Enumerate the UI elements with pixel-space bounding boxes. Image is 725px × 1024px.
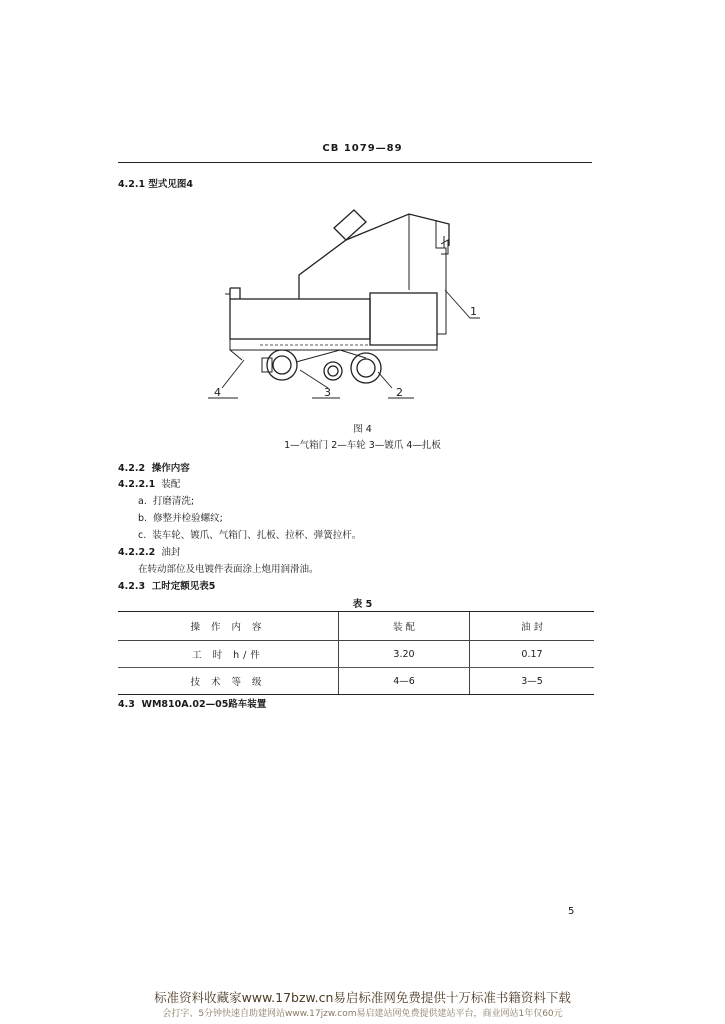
section-title: 操作内容: [151, 463, 190, 474]
page-header: CB 1079—89: [322, 143, 403, 154]
table-cell: 工 时 h/件: [118, 641, 339, 668]
figure-legend: 1—气箱门 2—车轮 3—镀爪 4—扎板: [284, 440, 441, 451]
section-number: 4.2.3: [118, 581, 146, 592]
table-cell: 3.20: [339, 641, 470, 668]
wheel-left: [262, 350, 297, 380]
watermark-line-1: 标准资料收藏家www.17bzw.cn易启标准网免费提供十万标准书籍资料下载: [154, 990, 571, 1005]
section-title: 油封: [161, 547, 181, 558]
table-5: [118, 611, 594, 695]
cart-upper-body: [299, 214, 449, 299]
table-header-cell: 油 封: [470, 612, 595, 641]
table-cell: 0.17: [470, 641, 595, 668]
list-text: 装车轮、镀爪、气箱门、扎板、拉杯、弹簧拉杆。: [152, 530, 362, 541]
table-title: 表 5: [352, 599, 373, 610]
callout-1: 1: [470, 305, 477, 318]
leader-line-4: [222, 360, 244, 388]
figure-4-cart-drawing: [200, 200, 480, 405]
list-text: 修整并检验螺纹;: [153, 513, 223, 524]
list-marker: b.: [138, 513, 148, 524]
header-rule: [118, 162, 592, 163]
list-text: 打磨清洗;: [152, 496, 195, 507]
section-title: WM810A.02—05路车装置: [141, 699, 267, 710]
cart-rear-box: [370, 293, 437, 345]
table-header-cell: 操 作 内 容: [118, 612, 339, 641]
table-cell: 4—6: [339, 668, 470, 695]
wheel-center: [324, 362, 342, 380]
leader-line-2: [378, 372, 392, 388]
oil-seal-text: 在转动部位及电镀件表面涂上炮用润滑油。: [138, 564, 319, 575]
figure-caption: 图 4: [353, 424, 372, 435]
section-number: 4.3: [118, 699, 135, 710]
section-4-2-2-1: [118, 476, 180, 490]
list-marker: a.: [138, 496, 147, 507]
section-number: 4.2.2: [118, 463, 146, 474]
section-4-2-3: [118, 578, 215, 592]
table-cell: 3—5: [470, 668, 595, 695]
table-row: [118, 641, 594, 668]
list-item-b: [138, 510, 223, 524]
watermark-line-2: 会打字、5分钟快速自助建网站www.17jzw.com易启建站网免费提供建站平台，商业网站1年仅60元: [162, 1009, 563, 1019]
section-4-2-2-2: [118, 544, 180, 558]
list-item-a: [138, 493, 194, 507]
table-cell: 技 术 等 级: [118, 668, 339, 695]
callout-4: 4: [214, 386, 221, 399]
section-4-2-2: [118, 460, 190, 474]
cart-handle-block: [334, 210, 366, 240]
callout-3: 3: [324, 386, 331, 399]
section-title: 工时定额见表5: [151, 581, 216, 592]
table-header-row: [118, 612, 594, 641]
section-4-3: [118, 696, 266, 710]
table-row: [118, 668, 594, 695]
section-title: 装配: [161, 479, 181, 490]
list-item-c: [138, 527, 361, 541]
table-header-cell: 装 配: [339, 612, 470, 641]
list-marker: c.: [138, 530, 147, 541]
callout-2: 2: [396, 386, 403, 399]
cart-lower-box: [230, 299, 370, 339]
page-number: 5: [568, 906, 575, 917]
section-number: 4.2.2.2: [118, 547, 156, 558]
claw-linkage: [296, 350, 366, 362]
section-4-2-1: 4.2.1 型式见图4: [118, 179, 193, 190]
section-number: 4.2.2.1: [118, 479, 156, 490]
